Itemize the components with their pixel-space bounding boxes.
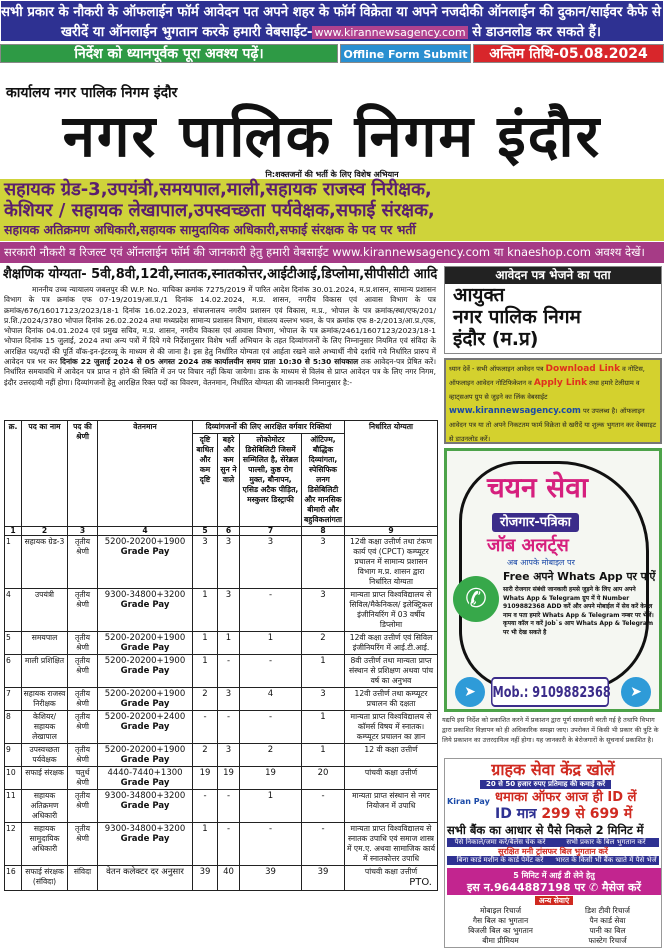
vacancy-count: 3 bbox=[302, 589, 345, 632]
header-post: पद का नाम bbox=[22, 421, 68, 527]
vacancy-count: 3 bbox=[218, 688, 240, 711]
row-number: 10 bbox=[5, 767, 22, 790]
qualification: मान्यता प्राप्त विश्वविद्यालय से सिविल/मैकेनिकल/ इलेक्ट्रिकल इंजीनियरिंग में 03 वर्षीय डिप्लोमा bbox=[349, 590, 433, 629]
office-label: कार्यालय नगर पालिक निगम इंदौर bbox=[6, 85, 178, 101]
free-whatsapp-label: Free अपने Whats App पर पाऐं bbox=[503, 570, 656, 583]
aadhaar-label: सभी बैंक का आधार से पैसे निकले 2 मिनिट में bbox=[447, 823, 644, 837]
vacancy-count: 4 bbox=[240, 688, 302, 711]
pay-scale bbox=[98, 866, 193, 891]
post-name: सहायक राजस्व निरीक्षक bbox=[22, 688, 68, 711]
pay-band: 4440-7440+1300 bbox=[107, 768, 183, 778]
posts-line2: केशियर / सहायक लेखापाल,उपस्वच्छता पर्यवेक्षक,सफाई संरक्षक, bbox=[4, 200, 435, 221]
vacancy-count: - bbox=[302, 790, 345, 823]
contact-line bbox=[447, 881, 661, 894]
posts-line3: सहायक अतिक्रमण अधिकारी,सहायक सामुदायिक अधिकारी,सफाई संरक्षक के पद पर भर्ती bbox=[4, 222, 416, 237]
vacancy-count: - bbox=[193, 711, 218, 744]
pay-scale bbox=[98, 744, 193, 767]
qualification-cell bbox=[345, 688, 438, 711]
pay-scale bbox=[98, 632, 193, 655]
row-number: 5 bbox=[5, 632, 22, 655]
service-item: बिना कार्ड मशीन के कार्ड पेमेंट करें bbox=[447, 856, 553, 865]
service-item: भारत के किसी भी बैंक खाते में पैसे भेजें bbox=[553, 856, 659, 865]
vacancy-count: - bbox=[218, 711, 240, 744]
pay-band: 9300-34800+3200 bbox=[104, 824, 186, 834]
table-row bbox=[5, 536, 438, 589]
qualification-cell bbox=[345, 632, 438, 655]
whatsapp-instructions: सारी रोजगार संबंधी जानकारी हमसे जुड़ने के लिए आप अपने Whats App & Telegram ग्रुप में ये Number 9109882368 ADD करें और अपने मोबाईल में सेव करें केवल नाम व पता हमारे Whats App & Telegram नम्बर पर भेजें। कृपया कॉल न करें Job`s आप Whats App & Telegram पर भी देख सकते है bbox=[503, 586, 654, 636]
notice-text: पर उपलब्ध है। ऑफलाइन आवेदन पत्र या तो अपने निकटतम फार्म विक्रेता से खरीदें या शुल्क भुगतान कर वेबसाइट से डाउनलोड करें। bbox=[449, 407, 657, 443]
paragraph-text-end: तक आवेदन-पत्र प्रेषित करें। निर्धारित समयावधि में आवेदन पत्र प्राप्त न होने की स्थिति में उन पर विचार नहीं किया जायेगा। डाक के माध्यम से विलंब से प्राप्त आवेदन पत्र के लिए नगर निगम, इंदौर उत्तरदायी नहीं होगा। दिव्यांगजनों हेतु आरक्षित रिक्त पदों का विवरण, वेतनमान, निर्धारित योग्यता की जानकारी निम्नानुसार है:- bbox=[4, 357, 436, 387]
post-name: सफाई संरक्षक bbox=[22, 767, 68, 790]
qualification-cell bbox=[345, 823, 438, 866]
vacancy-count: - bbox=[218, 823, 240, 866]
id-line: 5 मिनिट में आई डी लेने हेतु bbox=[513, 871, 595, 880]
header-autism: ऑटिज्म, बौद्धिक दिव्यांगता, स्पेसिफिक लनग डिसेबिलिटी और मानसिक बीमारी और बहुविकलांगता bbox=[302, 434, 345, 527]
posts-banner bbox=[0, 179, 664, 241]
qualification-cell bbox=[345, 536, 438, 589]
grade-pay-label: Grade Pay bbox=[120, 699, 170, 709]
vacancy-count: 3 bbox=[193, 536, 218, 589]
csc-title: ग्राहक सेवा केंद्र खोलें bbox=[491, 760, 615, 779]
vacancy-count: - bbox=[240, 823, 302, 866]
table-row bbox=[5, 655, 438, 688]
table-row bbox=[5, 866, 438, 891]
qualification-cell bbox=[345, 744, 438, 767]
column-number: 9 bbox=[345, 527, 438, 536]
post-category: तृतीय श्रेणी bbox=[68, 744, 98, 767]
paragraph-dates: दिनांक 22 जुलाई 2024 से 05 अगस्त 2024 तक कार्यालयीन समय प्रातः 10:30 से 5:30 सांयकाल bbox=[60, 357, 359, 367]
website-link[interactable]: www.kirannewsagency.com bbox=[314, 26, 466, 39]
offer-label: धमाका ऑफर आज ही ID लें bbox=[495, 790, 637, 805]
page-title: नगर पालिक निगम इंदौर bbox=[62, 102, 602, 170]
whatsapp-icon: ✆ bbox=[588, 881, 599, 894]
post-category: चतुर्थ श्रेणी bbox=[68, 767, 98, 790]
pay-band: 5200-20200+1900 bbox=[104, 689, 186, 699]
qualification: मान्यता प्राप्त विश्वविद्यालय से स्नातक उपाधि एवं समाज शास्त्र में एम.ए. अथवा सामाजिक कार्य में स्नातकोत्तर उपाधि bbox=[346, 824, 436, 863]
address-box bbox=[444, 266, 662, 354]
education-qualification: शैक्षणिक योग्यता- 5वी,8वी,12वी,स्नातक,स्नातकोत्तर,आईटीआई,डिप्लोमा,सीपीसीटी आदि bbox=[3, 266, 438, 282]
table-row bbox=[5, 744, 438, 767]
vacancy-count: - bbox=[218, 655, 240, 688]
row-number: 4 bbox=[5, 589, 22, 632]
grade-pay-label: Grade Pay bbox=[120, 722, 170, 732]
vacancy-count: 1 bbox=[193, 655, 218, 688]
table-row bbox=[5, 688, 438, 711]
address-line3: इंदौर (म.प्र) bbox=[453, 328, 539, 350]
vacancy-count: 1 bbox=[302, 744, 345, 767]
post-name: सहायक सामुदायिक अधिकारी bbox=[22, 823, 68, 866]
other-service: बिजली बिल का भुगतान bbox=[468, 926, 533, 935]
pay-band: वेतन कलेक्टर दर अनुसार bbox=[106, 867, 184, 877]
telegram-icon: ➤ bbox=[621, 677, 651, 707]
vacancy-count: 3 bbox=[218, 589, 240, 632]
post-category: तृतीय श्रेणी bbox=[68, 688, 98, 711]
instruction-strip: निर्देश को ध्यानपूर्वक पूरा अवश्य पढ़ें। bbox=[0, 44, 338, 63]
other-service: पैन कार्ड सेवा bbox=[589, 916, 626, 925]
vacancy-count: 1 bbox=[193, 632, 218, 655]
qualification-cell bbox=[345, 589, 438, 632]
row-number: 9 bbox=[5, 744, 22, 767]
offline-form-submit-badge: Offline Form Submit bbox=[340, 44, 471, 63]
top-banner-line2: खरीदें या ऑनलाईन भुगतान करके हमारी वेबसाईट- bbox=[60, 24, 313, 40]
mobile-number: Mob.: 9109882368 bbox=[491, 677, 609, 707]
table-row bbox=[5, 711, 438, 744]
notice-text: ध्यान देवें - सभी ऑफलाइन आवेदन पत्र bbox=[449, 365, 546, 373]
vacancy-count: - bbox=[240, 655, 302, 688]
qualification: मान्यता प्राप्त विश्वविद्यालय से कॉमर्स विषय में स्नातक। कम्प्यूटर प्रचालन का ज्ञान bbox=[350, 712, 432, 741]
qualification-cell bbox=[345, 655, 438, 688]
post-name: माली प्रशिक्षित bbox=[22, 655, 68, 688]
column-number: 6 bbox=[218, 527, 240, 536]
earning-label: 20 से 50 हजार रुपए प्रतिमाह की कमाई करें bbox=[480, 780, 611, 789]
vacancy-count: 1 bbox=[240, 632, 302, 655]
address-line2: नगर पालिक निगम bbox=[453, 306, 581, 328]
grade-pay-label: Grade Pay bbox=[120, 755, 170, 765]
qualification: 12वी कक्षा उत्तीर्ण तथा टंकण कार्य एवं (CPCT) कम्प्यूटर प्रचालन में सामान्य प्रशासन विभाग म.प्र. शासन द्वारा निर्धारित योग्यता bbox=[350, 537, 432, 586]
post-name: सहायक अतिक्रमण अधिकारी bbox=[22, 790, 68, 823]
chayan-seva-logo: चयन सेवा bbox=[487, 471, 589, 504]
notice-text: व नोटिस, ऑफलाइन आवेदन नोटिफिकेशन व bbox=[449, 365, 645, 387]
other-service: डिश टीवी रिचार्ज bbox=[585, 906, 630, 915]
grade-pay-label: Grade Pay bbox=[120, 834, 170, 844]
service-item: सुरक्षित मनी ट्रांसफर बिल भुगतान करें bbox=[447, 847, 659, 856]
address-heading: आवेदन पत्र भेजने का पता bbox=[445, 267, 661, 284]
notice-text: तथा हमारे टेलीग्राम व व्हाट्सअप ग्रुप से जुड़ने का लिंक वेबसाईट bbox=[449, 379, 640, 401]
header-pay: वेतनमान bbox=[98, 421, 193, 527]
pay-band: 9300-34800+3200 bbox=[104, 791, 186, 801]
table-row bbox=[5, 767, 438, 790]
column-number: 2 bbox=[22, 527, 68, 536]
qualification: पांचवी कक्षा उत्तीर्ण bbox=[364, 867, 418, 876]
pay-scale bbox=[98, 655, 193, 688]
pay-band: 5200-20200+1900 bbox=[104, 656, 186, 666]
column-number: 7 bbox=[240, 527, 302, 536]
other-service: पानी का बिल bbox=[589, 926, 626, 935]
notice-paragraph bbox=[4, 285, 436, 388]
vacancy-count: 19 bbox=[240, 767, 302, 790]
vacancy-count: 3 bbox=[302, 688, 345, 711]
last-date-badge: अन्तिम तिथि-05.08.2024 bbox=[473, 44, 664, 63]
header-reserved: दिव्यांगजनों की लिए आरक्षित वर्गवार रिक्तियां bbox=[193, 421, 345, 434]
vacancy-count: - bbox=[302, 823, 345, 866]
vacancy-count: - bbox=[218, 790, 240, 823]
column-number-row bbox=[5, 527, 438, 536]
vacancy-count: 1 bbox=[302, 655, 345, 688]
qualification-cell bbox=[345, 711, 438, 744]
top-banner-line2-end: से डाउनलोड कर सकते हैं। bbox=[467, 24, 602, 40]
row-number: 12 bbox=[5, 823, 22, 866]
pay-scale bbox=[98, 536, 193, 589]
grade-pay-label: Grade Pay bbox=[120, 643, 170, 653]
kiranpay-ad bbox=[444, 758, 662, 948]
row-number: 11 bbox=[5, 790, 22, 823]
notice-website-link[interactable]: www.kirannewsagency.com bbox=[449, 406, 581, 416]
contact-number: इस न.9644887198 पर bbox=[467, 881, 586, 894]
rozgar-patrika-label: रोजगार-पत्रिका bbox=[492, 513, 579, 532]
pay-scale bbox=[98, 790, 193, 823]
job-alerts-label: जॉब अलर्ट्स bbox=[487, 535, 569, 556]
pay-band: 5200-20200+2400 bbox=[104, 712, 186, 722]
id-price-value: 299 से 699 में bbox=[541, 806, 633, 822]
vacancy-count: 1 bbox=[302, 711, 345, 744]
post-category: तृतीय श्रेणी bbox=[68, 632, 98, 655]
vacancy-count: - bbox=[240, 589, 302, 632]
vacancy-count: 19 bbox=[193, 767, 218, 790]
top-banner-line2-row bbox=[1, 22, 661, 42]
row-number: 7 bbox=[5, 688, 22, 711]
pay-band: 5200-20200+1900 bbox=[104, 537, 186, 547]
post-name: केशियर/ सहायक लेखापाल bbox=[22, 711, 68, 744]
other-service: बीमा प्रीमियम bbox=[482, 936, 519, 945]
header-hearing: बहरे और कम सुन ने वाले bbox=[218, 434, 240, 527]
post-category: तृतीय श्रेणी bbox=[68, 790, 98, 823]
service-item: सभी प्रकार के बिल भुगतान करें bbox=[553, 838, 659, 847]
top-banner-line1: सभी प्रकार के नौकरी के ऑफलाईन फॉर्म आवेदन पत अपने शहर के फॉर्म विक्रेता या अपने नजदीकी ऑनलाईन की दुकान/साईवर कैफे से bbox=[1, 4, 661, 20]
pay-scale bbox=[98, 767, 193, 790]
column-number: 8 bbox=[302, 527, 345, 536]
column-number: 1 bbox=[5, 527, 22, 536]
other-services bbox=[447, 896, 661, 946]
grade-pay-label: Grade Pay bbox=[120, 547, 170, 557]
grade-pay-label: Grade Pay bbox=[120, 666, 170, 676]
column-number: 3 bbox=[68, 527, 98, 536]
pay-band: 9300-34800+3200 bbox=[104, 590, 186, 600]
post-category: तृतीय श्रेणी bbox=[68, 711, 98, 744]
row-number: 1 bbox=[5, 536, 22, 589]
vacancy-count: 3 bbox=[218, 744, 240, 767]
disclaimer: यद्यपि इस निर्देश को प्रकाशित करने में प्रकाशन द्वारा पूर्ण सावधानी बरती गई है तथापि विभाग द्वारा प्रकाशित विज्ञापन को ही अधिकारिक समझा जाए। उपरोक्त में किसी भी प्रकार की त्रुटि के लिये प्रकाशन का उत्तरदायित्व नहीं होगा। यह जानकारी के बेरोजगारों के सूचनार्थ प्रकाशित है। bbox=[442, 716, 659, 744]
vacancy-table bbox=[4, 420, 438, 891]
post-name: उपस्वच्छता पर्यवेक्षक bbox=[22, 744, 68, 767]
post-category: तृतीय श्रेणी bbox=[68, 536, 98, 589]
post-category: तृतीय श्रेणी bbox=[68, 823, 98, 866]
id-price bbox=[495, 806, 659, 823]
vacancy-count: 20 bbox=[302, 767, 345, 790]
post-category: तृतीय श्रेणी bbox=[68, 589, 98, 632]
vacancy-count: 1 bbox=[218, 632, 240, 655]
posts-line1: सहायक ग्रेड-3,उपयंत्री,समयपाल,माली,सहायक राजस्व निरीक्षक, bbox=[4, 179, 432, 200]
post-name: सहायक ग्रेड-3 bbox=[22, 536, 68, 589]
pay-scale bbox=[98, 823, 193, 866]
pay-scale bbox=[98, 688, 193, 711]
website-bar: सरकारी नौकरी व रिजल्ट एवं ऑनलाईन फॉर्म की जानकारी हेतु हमारी वेबसाईट www.kirannewsagency.com या knaeshop.com अवश्य देखें। bbox=[0, 242, 664, 263]
pay-band: 5200-20200+1900 bbox=[104, 745, 186, 755]
apply-link[interactable]: Apply Link bbox=[533, 378, 588, 388]
vacancy-count: - bbox=[240, 711, 302, 744]
pay-scale bbox=[98, 589, 193, 632]
table-row bbox=[5, 632, 438, 655]
other-services-heading: अन्य सेवाएं bbox=[535, 896, 573, 905]
services-grid bbox=[447, 838, 661, 865]
address-line1: आयुक्त bbox=[453, 284, 505, 306]
post-name: उपयंत्री bbox=[22, 589, 68, 632]
vacancy-count: 19 bbox=[218, 767, 240, 790]
qualification: 12वी उत्तीर्ण तथा कम्प्यूटर प्रचालन की दक्षता bbox=[354, 689, 428, 708]
vacancy-count: 3 bbox=[240, 536, 302, 589]
top-banner bbox=[0, 0, 664, 42]
qualification: मान्यता प्राप्त संस्थान से नगर नियोजन में उपाधि bbox=[352, 791, 430, 810]
vacancy-count: 39 bbox=[193, 866, 218, 891]
qualification: 8वी उत्तीर्ण तथा मान्यता प्राप्त संस्थान से प्रशिक्षण अथवा पांच वर्ष का अनुभव bbox=[348, 656, 434, 685]
column-number: 4 bbox=[98, 527, 193, 536]
page-subtitle: नि:शक्तजनों की भर्ती के लिए विशेष अभियान bbox=[265, 170, 399, 179]
post-category: संविदा bbox=[68, 866, 98, 891]
header-visual: दृष्टि बाधित और कम दृष्टि bbox=[193, 434, 218, 527]
service-item: पैसे निकाले/जमा करें/बैलेंस चेक करें bbox=[447, 838, 553, 847]
qualification: 12वी कक्षा उत्तीर्ण एवं सिविल इंजीनियरिंग में आई.टी.आई. bbox=[349, 633, 433, 652]
on-mobile-label: अब आपके मोबाइल पर bbox=[507, 558, 575, 567]
vacancy-count: 39 bbox=[240, 866, 302, 891]
vacancy-count: 1 bbox=[193, 823, 218, 866]
telegram-icon: ➤ bbox=[455, 677, 485, 707]
other-service: फास्टेग रिचार्ज bbox=[588, 936, 627, 945]
qualification: पांचवी कक्षा उत्तीर्ण bbox=[364, 768, 418, 777]
header-qualification: निर्धारित योग्यता bbox=[345, 421, 438, 527]
vacancy-count: 39 bbox=[302, 866, 345, 891]
qualification-cell bbox=[345, 790, 438, 823]
contact-banner bbox=[447, 868, 661, 895]
table-row bbox=[5, 823, 438, 866]
whatsapp-icon: ✆ bbox=[453, 576, 499, 622]
chayan-seva-ad bbox=[444, 448, 662, 712]
paragraph-text: माननीय उच्च न्यायालय जबलपुर की W.P. No. याचिका क्रमांक 7275/2019 में पारित आदेश दिनांक 30.01.2024, म.प्र.शासन, सामान्य प्रशासन विभाग के पत्र क्रमांक एफ 07-19/2019/आ.प्र./1 दिनांक 14.02.2024, म.प्र. शासन, नगरीय विकास एवं आवास विभाग के पत्र क्रमांक/676/16017123/2023/18-1 दिनांक 16.02.2023, संचालनालय नगरीय प्रशासन एवं विकास, म.प्र., भोपाल के पत्र क्रमांक/स्था/एफ/201/प्र.शि./2024/3780 भोपाल दिनांक 26.02.2024 तथा मध्यप्रदेश सामान्य प्रशासन विभाग, मंत्रालय वल्लभ भवन, के पत्र क्रमांक एफ 8-2/2013/आ.प्र./एक, भोपाल दिनांक 04.01.2024 एवं प्रमुख सचिव, म.प्र. शासन, नगरीय विकास एवं आवास विभाग, भोपाल के पत्र क्रमांक/2461/1607123/2023/18-1 भोपाल दिनांक 15 जुलाई, 2024 तथा अन्य पत्रों में दिये गये निर्देशानुसार विशेष भर्ती अभियान के तहत दिव्यांगजनों के लिए निम्नानुसार नियमित एवं संविदा के आरक्षित पद/पदों की पूर्ति वॉक-इन-इंटरव्यू के माध्यम से की जाना है। इस हेतु निर्धारित योग्यता एवं आर्हता रखने वाले अभ्यार्थी नीचे दर्शाये गये निर्धारित प्रारुप में आवेदन पत्र भर कर bbox=[4, 285, 436, 367]
qualification-cell bbox=[345, 866, 438, 891]
id-price-prefix: ID मात्र bbox=[495, 806, 542, 822]
vacancy-count: 2 bbox=[240, 744, 302, 767]
vacancy-count: 40 bbox=[218, 866, 240, 891]
table-row bbox=[5, 589, 438, 632]
vacancy-count: - bbox=[193, 790, 218, 823]
other-service: मोबाइल रिचार्ज bbox=[479, 906, 522, 915]
header-category: पद की श्रेणी bbox=[68, 421, 98, 527]
vacancy-count: 2 bbox=[193, 744, 218, 767]
vacancy-count: 3 bbox=[302, 536, 345, 589]
download-notice bbox=[444, 358, 662, 444]
header-locomotor: लोकोमोटर डिसेबिलिटी जिसमें सम्मिलित है, सेरेब्रल पाल्सी, कुष्ठ रोग मुक्त, बौनापन, एसिड अटैक पीड़ित, मस्कुलर डिस्ट्राफी bbox=[240, 434, 302, 527]
vacancy-count: 1 bbox=[240, 790, 302, 823]
message-label: मैसेज करें bbox=[602, 881, 641, 894]
vacancy-count: 3 bbox=[218, 536, 240, 589]
grade-pay-label: Grade Pay bbox=[120, 600, 170, 610]
post-name: सफाई संरक्षक (संविदा) bbox=[22, 866, 68, 891]
other-service: गैस बिल का भुगतान bbox=[472, 916, 529, 925]
vacancy-count: 2 bbox=[302, 632, 345, 655]
table-row bbox=[5, 790, 438, 823]
qualification-cell bbox=[345, 767, 438, 790]
grade-pay-label: Grade Pay bbox=[120, 801, 170, 811]
post-name: समयपाल bbox=[22, 632, 68, 655]
row-number: 6 bbox=[5, 655, 22, 688]
download-link[interactable]: Download Link bbox=[545, 364, 621, 374]
row-number: 16 bbox=[5, 866, 22, 891]
vacancy-count: 1 bbox=[193, 589, 218, 632]
post-category: तृतीय श्रेणी bbox=[68, 655, 98, 688]
column-number: 5 bbox=[193, 527, 218, 536]
grade-pay-label: Grade Pay bbox=[120, 778, 170, 788]
pay-scale bbox=[98, 711, 193, 744]
qualification: 12 वी कक्षा उत्तीर्ण bbox=[364, 745, 418, 754]
pto-label: PTO. bbox=[409, 877, 432, 888]
row-number: 8 bbox=[5, 711, 22, 744]
kiranpay-logo: Kiran Pay bbox=[447, 797, 490, 806]
vacancy-count: 2 bbox=[193, 688, 218, 711]
header-sno: क्र. bbox=[5, 421, 22, 527]
pay-band: 5200-20200+1900 bbox=[104, 633, 186, 643]
